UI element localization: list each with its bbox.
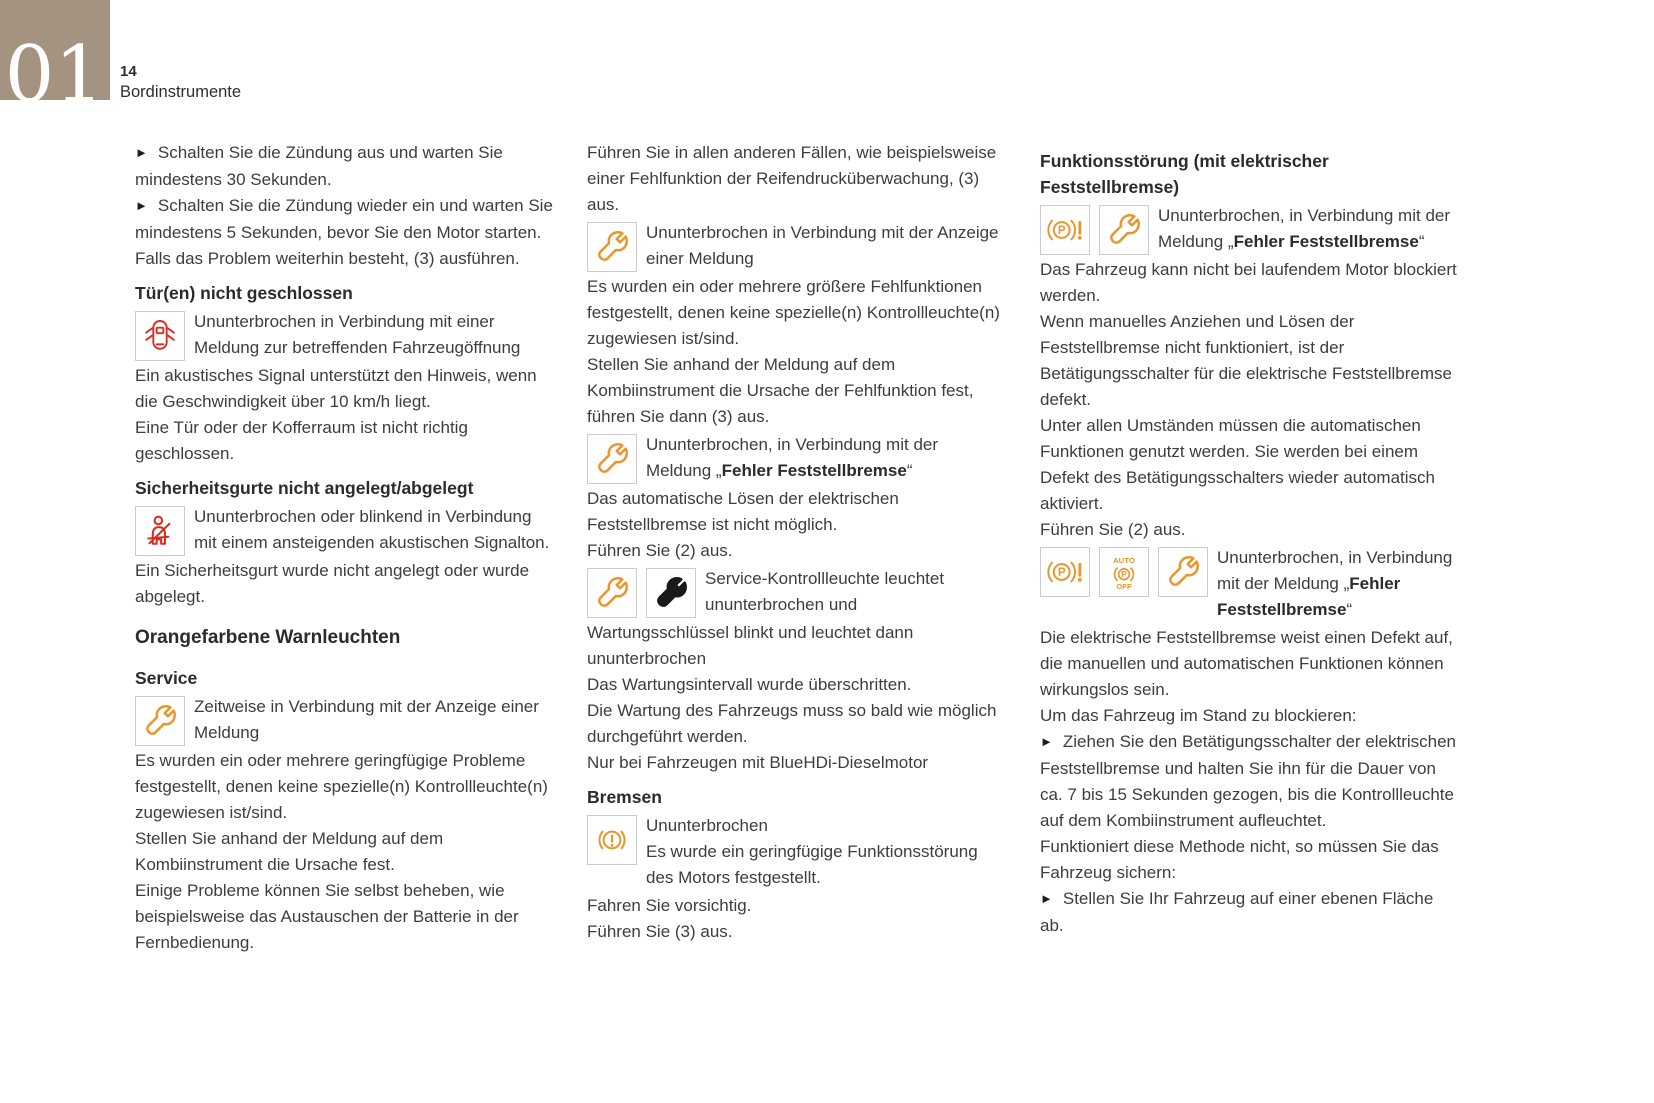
indicator-description: [194, 697, 539, 742]
text-run: Unter allen Umständen müssen die automatischen Funktionen genutzt werden. Sie werden bei einem Defekt des Betätigungsschalters wieder automatisch aktiviert.: [1040, 416, 1435, 513]
text-run: Das automatische Lösen der elektrischen Feststellbremse ist nicht möglich.: [587, 489, 899, 534]
text-run: Es wurden ein oder mehrere größere Fehlfunktionen festgestellt, denen keine spezielle(n) Kontrollleuchte(n) zugewiesen ist/sind.: [587, 277, 1000, 348]
text-run: Ununterbrochen oder blinkend in Verbindung mit einem ansteigenden akustischen Signalton.: [194, 507, 550, 552]
bullet-item: [135, 140, 553, 193]
bullet-item: [135, 193, 553, 246]
text-run: Das Wartungsintervall wurde überschritten.: [587, 675, 912, 694]
svg-text:P: P: [1057, 225, 1066, 238]
sub-heading: Service: [135, 668, 198, 688]
text-run: Stellen Sie anhand der Meldung auf dem Kombiinstrument die Ursache der Fehlfunktion fest, führen Sie dann (3) aus.: [587, 355, 974, 426]
paragraph: [1040, 517, 1460, 543]
bullet-item: [1040, 886, 1460, 939]
text-run: Ununterbrochen: [646, 816, 768, 835]
text-run: Führen Sie in allen anderen Fällen, wie beispielsweise einer Fehlfunktion der Reifendrucküberwachung, (3) aus.: [587, 143, 997, 214]
text-run: Wenn manuelles Anziehen und Lösen der Feststellbremse nicht funktioniert, ist der Betätigungsschalter für die elektrische Feststellbremse defekt.: [1040, 312, 1452, 409]
text-run: Stellen Sie anhand der Meldung auf dem Kombiinstrument die Ursache fest.: [135, 829, 444, 874]
indicator-row: [587, 432, 1005, 484]
wrench-black-icon: [646, 568, 696, 618]
paragraph: [1040, 625, 1460, 703]
paragraph: [587, 672, 1005, 698]
chapter-number: 01: [4, 30, 104, 120]
page-number: 14: [120, 63, 137, 80]
wrench-orange-icon: [587, 568, 637, 618]
paragraph: [587, 750, 1005, 776]
indicator-description: [1158, 206, 1450, 251]
text-run: Ununterbrochen in Verbindung mit der Anzeige einer Meldung: [646, 223, 999, 268]
paragraph: [135, 878, 553, 956]
indicator-description: [646, 816, 978, 887]
bullet-item: [1040, 729, 1460, 834]
text-run: Nur bei Fahrzeugen mit BlueHDi-Dieselmotor: [587, 753, 929, 772]
seatbelt-warning-icon: [135, 506, 185, 556]
paragraph: [1040, 257, 1460, 309]
paragraph: [1040, 703, 1460, 729]
indicator-description: [194, 312, 520, 357]
svg-text:AUTO: AUTO: [1113, 556, 1135, 566]
content-column-3: [1040, 140, 1460, 939]
text-run: “: [1418, 232, 1425, 251]
bullet-triangle-icon: ►: [135, 145, 148, 160]
sub-heading: Sicherheitsgurte nicht angelegt/abgelegt: [135, 478, 474, 498]
text-run: Führen Sie (2) aus.: [1040, 520, 1186, 539]
bullet-triangle-icon: ►: [1040, 734, 1053, 749]
text-run: Ununterbrochen, in Verbindung mit der Meldung „: [1217, 548, 1453, 593]
page-title: Bordinstrumente: [120, 83, 242, 101]
text-run: Ununterbrochen in Verbindung mit einer Meldung zur betreffenden Fahrzeugöffnung: [194, 312, 521, 357]
paragraph: [1040, 834, 1460, 886]
paragraph: [135, 748, 553, 826]
paragraph: [587, 538, 1005, 564]
wrench-orange-icon: [587, 222, 637, 272]
parking-brake-fault-icon: [1040, 547, 1090, 597]
paragraph: [135, 246, 553, 272]
emphasized-text: Fehler Feststellbremse: [1233, 232, 1419, 251]
indicator-row: [135, 694, 553, 746]
page-header: [120, 62, 241, 103]
text-run: Ununterbrochen, in Verbindung mit der Meldung „: [1158, 206, 1451, 251]
text-run: Fahren Sie vorsichtig.: [587, 896, 752, 915]
bullet-triangle-icon: ►: [1040, 891, 1053, 906]
wrench-orange-icon: [1099, 205, 1149, 255]
indicator-description: [1217, 548, 1452, 619]
text-run: Stellen Sie Ihr Fahrzeug auf einer ebenen Fläche ab.: [1040, 889, 1434, 935]
sub-heading: Funktionsstörung (mit elektrischer Feststellbremse): [1040, 151, 1329, 197]
chapter-number-tab: [0, 0, 110, 120]
text-run: Führen Sie (2) aus.: [587, 541, 733, 560]
paragraph: [587, 486, 1005, 538]
text-run: Die elektrische Feststellbremse weist einen Defekt auf, die manuellen und automatischen Funktionen können wirkungslos sein.: [1040, 628, 1453, 699]
wrench-orange-icon: [135, 696, 185, 746]
svg-text:OFF: OFF: [1116, 582, 1132, 592]
indicator-description: [705, 569, 944, 614]
text-run: Ziehen Sie den Betätigungsschalter der elektrischen Feststellbremse und halten Sie ihn für die Dauer von ca. 7 bis 15 Sekunden gezogen, bis die Kontrollleuchte auf dem Kombiinstrument aufleuchtet.: [1040, 732, 1456, 830]
text-run: Einige Probleme können Sie selbst beheben, wie beispielsweise das Austauschen der Batterie in der Fernbedienung.: [135, 881, 519, 952]
text-run: Service-Kontrollleuchte leuchtet ununterbrochen und: [705, 569, 945, 614]
text-run: Ein Sicherheitsgurt wurde nicht angelegt oder wurde abgelegt.: [135, 561, 530, 606]
text-run: “: [1346, 600, 1353, 619]
text-run: Um das Fahrzeug im Stand zu blockieren:: [1040, 706, 1357, 725]
text-run: Es wurde ein geringfügige Funktionsstörung des Motors festgestellt.: [646, 842, 978, 887]
paragraph: [135, 415, 553, 467]
door-warning-icon: [135, 311, 185, 361]
sub-heading: Tür(en) nicht geschlossen: [135, 283, 353, 303]
indicator-description: [646, 223, 999, 268]
paragraph: [587, 919, 1005, 945]
indicator-row: [135, 504, 553, 556]
emphasized-text: Fehler Feststellbremse: [1217, 574, 1401, 619]
text-run: Zeitweise in Verbindung mit der Anzeige einer Meldung: [194, 697, 539, 742]
section-heading: Orangefarbene Warnleuchten: [135, 627, 401, 648]
text-run: Die Wartung des Fahrzeugs muss so bald wie möglich durchgeführt werden.: [587, 701, 997, 746]
content-column-1: [135, 140, 553, 956]
text-run: Das Fahrzeug kann nicht bei laufendem Motor blockiert werden.: [1040, 260, 1457, 305]
indicator-row: [587, 220, 1005, 272]
auto-parking-off-icon: [1099, 547, 1149, 597]
emphasized-text: Fehler Feststellbremse: [721, 461, 907, 480]
paragraph: [1040, 309, 1460, 413]
svg-text:P: P: [1121, 569, 1127, 580]
text-run: Schalten Sie die Zündung aus und warten Sie mindestens 30 Sekunden.: [135, 143, 503, 189]
text-run: Eine Tür oder der Kofferraum ist nicht richtig geschlossen.: [135, 418, 468, 463]
text-run: Wartungsschlüssel blinkt und leuchtet dann ununterbrochen: [587, 623, 914, 668]
text-run: Ununterbrochen, in Verbindung mit der Meldung „: [646, 435, 939, 480]
wrench-orange-icon: [587, 434, 637, 484]
indicator-description: [646, 435, 938, 480]
indicator-row: [587, 813, 1005, 891]
paragraph: [587, 893, 1005, 919]
indicator-row: [1040, 545, 1460, 623]
paragraph: [587, 698, 1005, 750]
paragraph: [135, 826, 553, 878]
parking-brake-fault-icon: [1040, 205, 1090, 255]
wrench-orange-icon: [1158, 547, 1208, 597]
paragraph: [587, 352, 1005, 430]
paragraph: [587, 140, 1005, 218]
bullet-triangle-icon: ►: [135, 198, 148, 213]
paragraph: [135, 363, 553, 415]
content-column-2: [587, 140, 1005, 945]
paragraph: [587, 274, 1005, 352]
text-run: “: [906, 461, 913, 480]
indicator-row: [587, 566, 1005, 618]
text-run: Ein akustisches Signal unterstützt den Hinweis, wenn die Geschwindigkeit über 10 km/h liegt.: [135, 366, 537, 411]
text-run: Falls das Problem weiterhin besteht, (3) ausführen.: [135, 249, 520, 268]
text-run: Es wurden ein oder mehrere geringfügige Probleme festgestellt, denen keine spezielle(n) Kontrollleuchte(n) zugewiesen ist/sind.: [135, 751, 548, 822]
indicator-row: [135, 309, 553, 361]
text-run: Führen Sie (3) aus.: [587, 922, 733, 941]
sub-heading: Bremsen: [587, 787, 662, 807]
indicator-description: [194, 507, 549, 552]
paragraph: [135, 558, 553, 610]
brake-warning-icon: [587, 815, 637, 865]
text-run: Funktioniert diese Methode nicht, so müssen Sie das Fahrzeug sichern:: [1040, 837, 1439, 882]
indicator-row: [1040, 203, 1460, 255]
text-run: Schalten Sie die Zündung wieder ein und warten Sie mindestens 5 Sekunden, bevor Sie den Motor starten.: [135, 196, 553, 242]
paragraph: [1040, 413, 1460, 517]
svg-text:P: P: [1057, 567, 1066, 580]
paragraph: [587, 620, 1005, 672]
